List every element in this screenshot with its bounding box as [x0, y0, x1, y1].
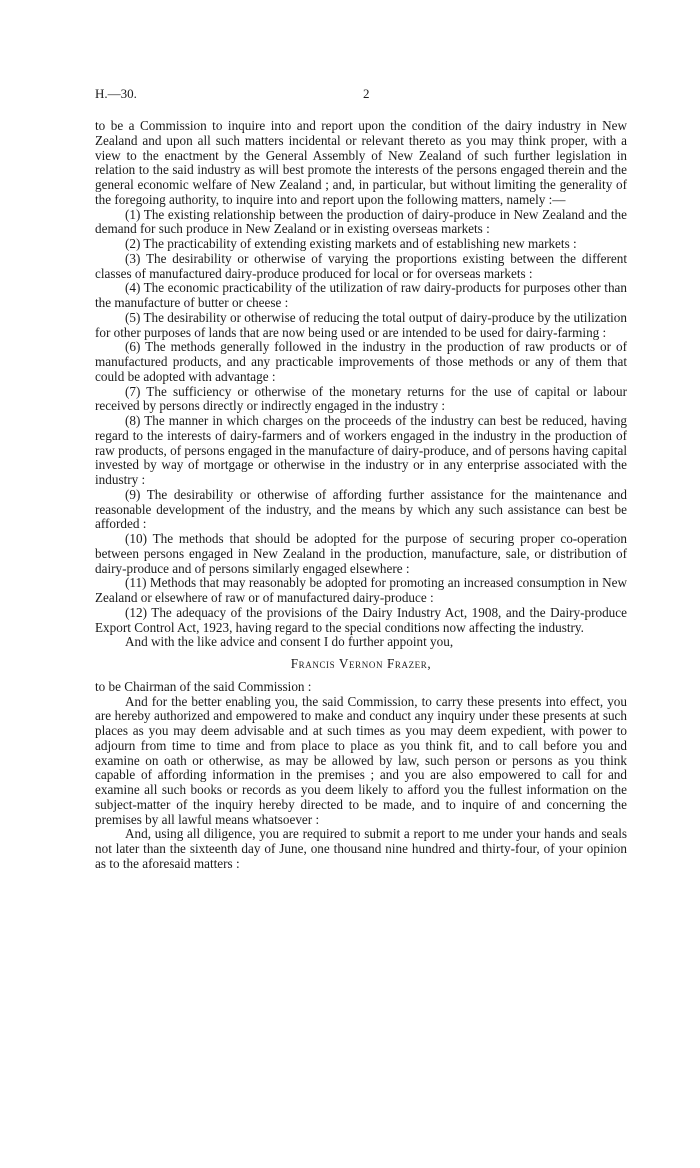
appointee-name: Francis Vernon Frazer, [290, 656, 432, 671]
page-number: 2 [363, 86, 370, 101]
matter-item-12: (12) The adequacy of the provisions of the Dairy Industry Act, 1908, and the Dairy-produce Export Control Act, 1923, having regard to the special conditions now affecting the industry. [95, 604, 627, 635]
commission-purpose-paragraph: to be a Commission to inquire into and report upon the condition of the dairy industry in New Zealand and upon all such matters incidental or relevant thereto as you may think proper, with a view to the enactment by the General Assembly of New Zealand of such further legislation in relation to the said industry as will best promote the interests of the persons engaged therein and the general economic welfare of New Zealand ; and, in particular, but without limiting the generality of the foregoing authority, to inquire into and report upon the following matters, namely :— [95, 118, 627, 207]
matter-item-7: (7) The sufficiency or otherwise of the monetary returns for the use of capital or labour received by persons directly or indirectly engaged in the industry : [95, 383, 627, 414]
matter-item-4: (4) The economic practicability of the utilization of raw dairy-products for purposes other than the manufacture of butter or cheese : [95, 280, 627, 310]
matter-item-1: (1) The existing relationship between the production of dairy-produce in New Zealand and the demand for such produce in New Zealand or in existing overseas markets : [95, 206, 627, 237]
document-reference: H.—30. [95, 86, 137, 101]
chairman-line: to be Chairman of the said Commission : [95, 678, 312, 694]
matter-item-6: (6) The methods generally followed in the industry in the production of raw products or of manufactured products, and any practicable improvements of those methods or any of them that could be adopted with advantage : [95, 339, 627, 384]
matter-item-8: (8) The manner in which charges on the proceeds of the industry can best be reduced, having regard to the interests of dairy-farmers and of workers engaged in the industry in the production of raw products, of persons engaged in the manufacture of dairy-produce, and of persons having capital invested by way of mortgage or otherwise in the industry or in any enterprise associated with the industry : [95, 413, 627, 487]
matter-item-9: (9) The desirability or otherwise of affording further assistance for the maintenance and reasonable development of the industry, and the means by which any such assistance can best be afforded : [95, 486, 627, 532]
powers-paragraph: And for the better enabling you, the said Commission, to carry these presents into effect, you are hereby authorized and empowered to make and conduct any inquiry under these presents at such places as you may deem advisable and at such times as you may deem expedient, with power to adjourn from time to time and from place to place as you think fit, and to call before you and examine on oath or otherwise, as may be allowed by law, such person or persons as you think capable of affording information in the premises ; and you are also empowered to call for and examine all such books or records as you deem likely to afford you the fullest information on the subject-matter of the inquiry hereby directed to be made, and to inquire of and concerning the premises by all lawful means whatsoever : [95, 693, 627, 827]
matter-item-2: (2) The practicability of extending existing markets and of establishing new markets : [125, 236, 577, 251]
document-body [95, 119, 627, 872]
page-header [95, 86, 635, 104]
report-deadline-paragraph: And, using all diligence, you are required to submit a report to me under your hands and seals not later than the sixteenth day of June, one thousand nine hundred and thirty-four, of your opinion as to the aforesaid matters : [95, 826, 627, 871]
matter-item-10: (10) The methods that should be adopted for the purpose of securing proper co-operation between persons engaged in New Zealand in the production, manufacture, sale, or distribution of dairy-produce and of persons similarly engaged elsewhere : [95, 531, 627, 576]
matter-item-5: (5) The desirability or otherwise of reducing the total output of dairy-produce by the utilization for other purposes of lands that are now being used or are intended to be used for dairy-farming : [95, 309, 627, 340]
matter-item-11: (11) Methods that may reasonably be adopted for promoting an increased consumption in New Zealand or elsewhere of raw or of manufactured dairy-produce : [95, 575, 627, 605]
appointment-paragraph: And with the like advice and consent I do further appoint you, [125, 634, 454, 650]
matter-item-3: (3) The desirability or otherwise of varying the proportions existing between the different classes of manufactured dairy-produce produced for local or for overseas markets : [95, 250, 627, 281]
